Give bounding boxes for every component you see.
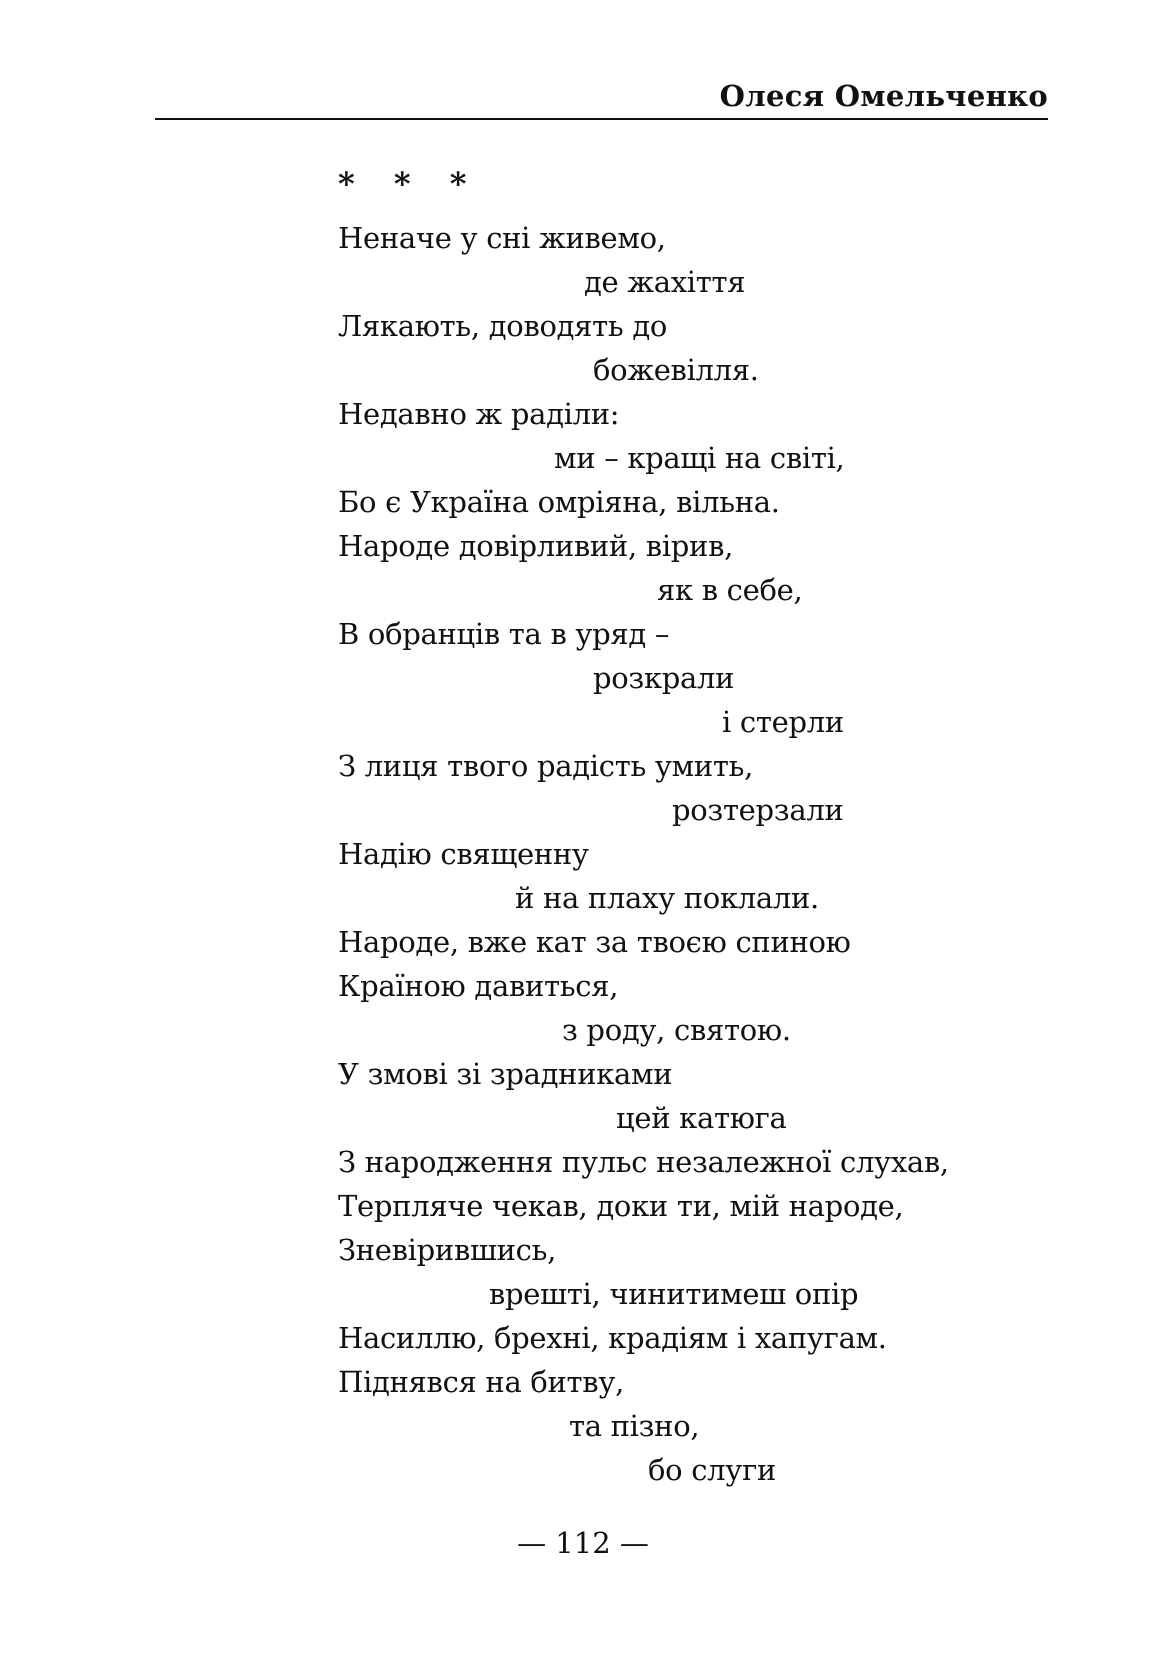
poem-line: Бо є Україна омріяна, вільна.: [338, 485, 780, 519]
poem-line: Країною давиться,: [338, 969, 619, 1003]
poem-line: В обранців та в уряд –: [338, 617, 670, 651]
poem-line: З лиця твого радість умить,: [338, 749, 754, 783]
poem-line: й на плаху поклали.: [515, 881, 819, 915]
poem-line: божевілля.: [593, 353, 759, 387]
poem-line: У змові зі зрадниками: [338, 1057, 673, 1091]
poem-line: з роду, святою.: [562, 1013, 791, 1047]
running-header-author: Олеся Омельченко: [719, 79, 1048, 113]
poem-line: цей катюга: [616, 1101, 787, 1135]
poem-line: розкрали: [593, 661, 735, 695]
poem-line: Народе, вже кат за твоєю спиною: [338, 925, 851, 959]
poem-line: З народження пульс незалежної слухав,: [338, 1145, 949, 1179]
poem-line: Недавно ж раділи:: [338, 397, 620, 431]
header-rule: [155, 118, 1048, 120]
poem-line: ми – кращі на світі,: [554, 441, 845, 475]
poem-line: Неначе у сні живемо,: [338, 221, 666, 255]
poem-line: врешті, чинитимеш опір: [489, 1277, 859, 1311]
poem-line: Піднявся на битву,: [338, 1365, 625, 1399]
poem-line: та пізно,: [569, 1409, 700, 1443]
poem-line: бо слуги: [648, 1453, 776, 1487]
poem-line: розтерзали: [672, 793, 844, 827]
poem-line: Надію священну: [338, 837, 589, 871]
page-number: — 112 —: [517, 1526, 649, 1560]
poem-line: як в себе,: [657, 573, 803, 607]
poem-line: Насиллю, брехні, крадіям і хапугам.: [338, 1321, 887, 1355]
poem-line: Зневірившись,: [338, 1233, 557, 1267]
poem-line: де жахіття: [584, 265, 746, 299]
poem-line: Лякають, доводять до: [338, 309, 668, 343]
poem-line: Терпляче чекав, доки ти, мій народе,: [338, 1189, 904, 1223]
poem-line: Народе довірливий, вірив,: [338, 529, 734, 563]
poem-line: і стерли: [722, 705, 844, 739]
poem-ornament: * * *: [338, 165, 481, 203]
